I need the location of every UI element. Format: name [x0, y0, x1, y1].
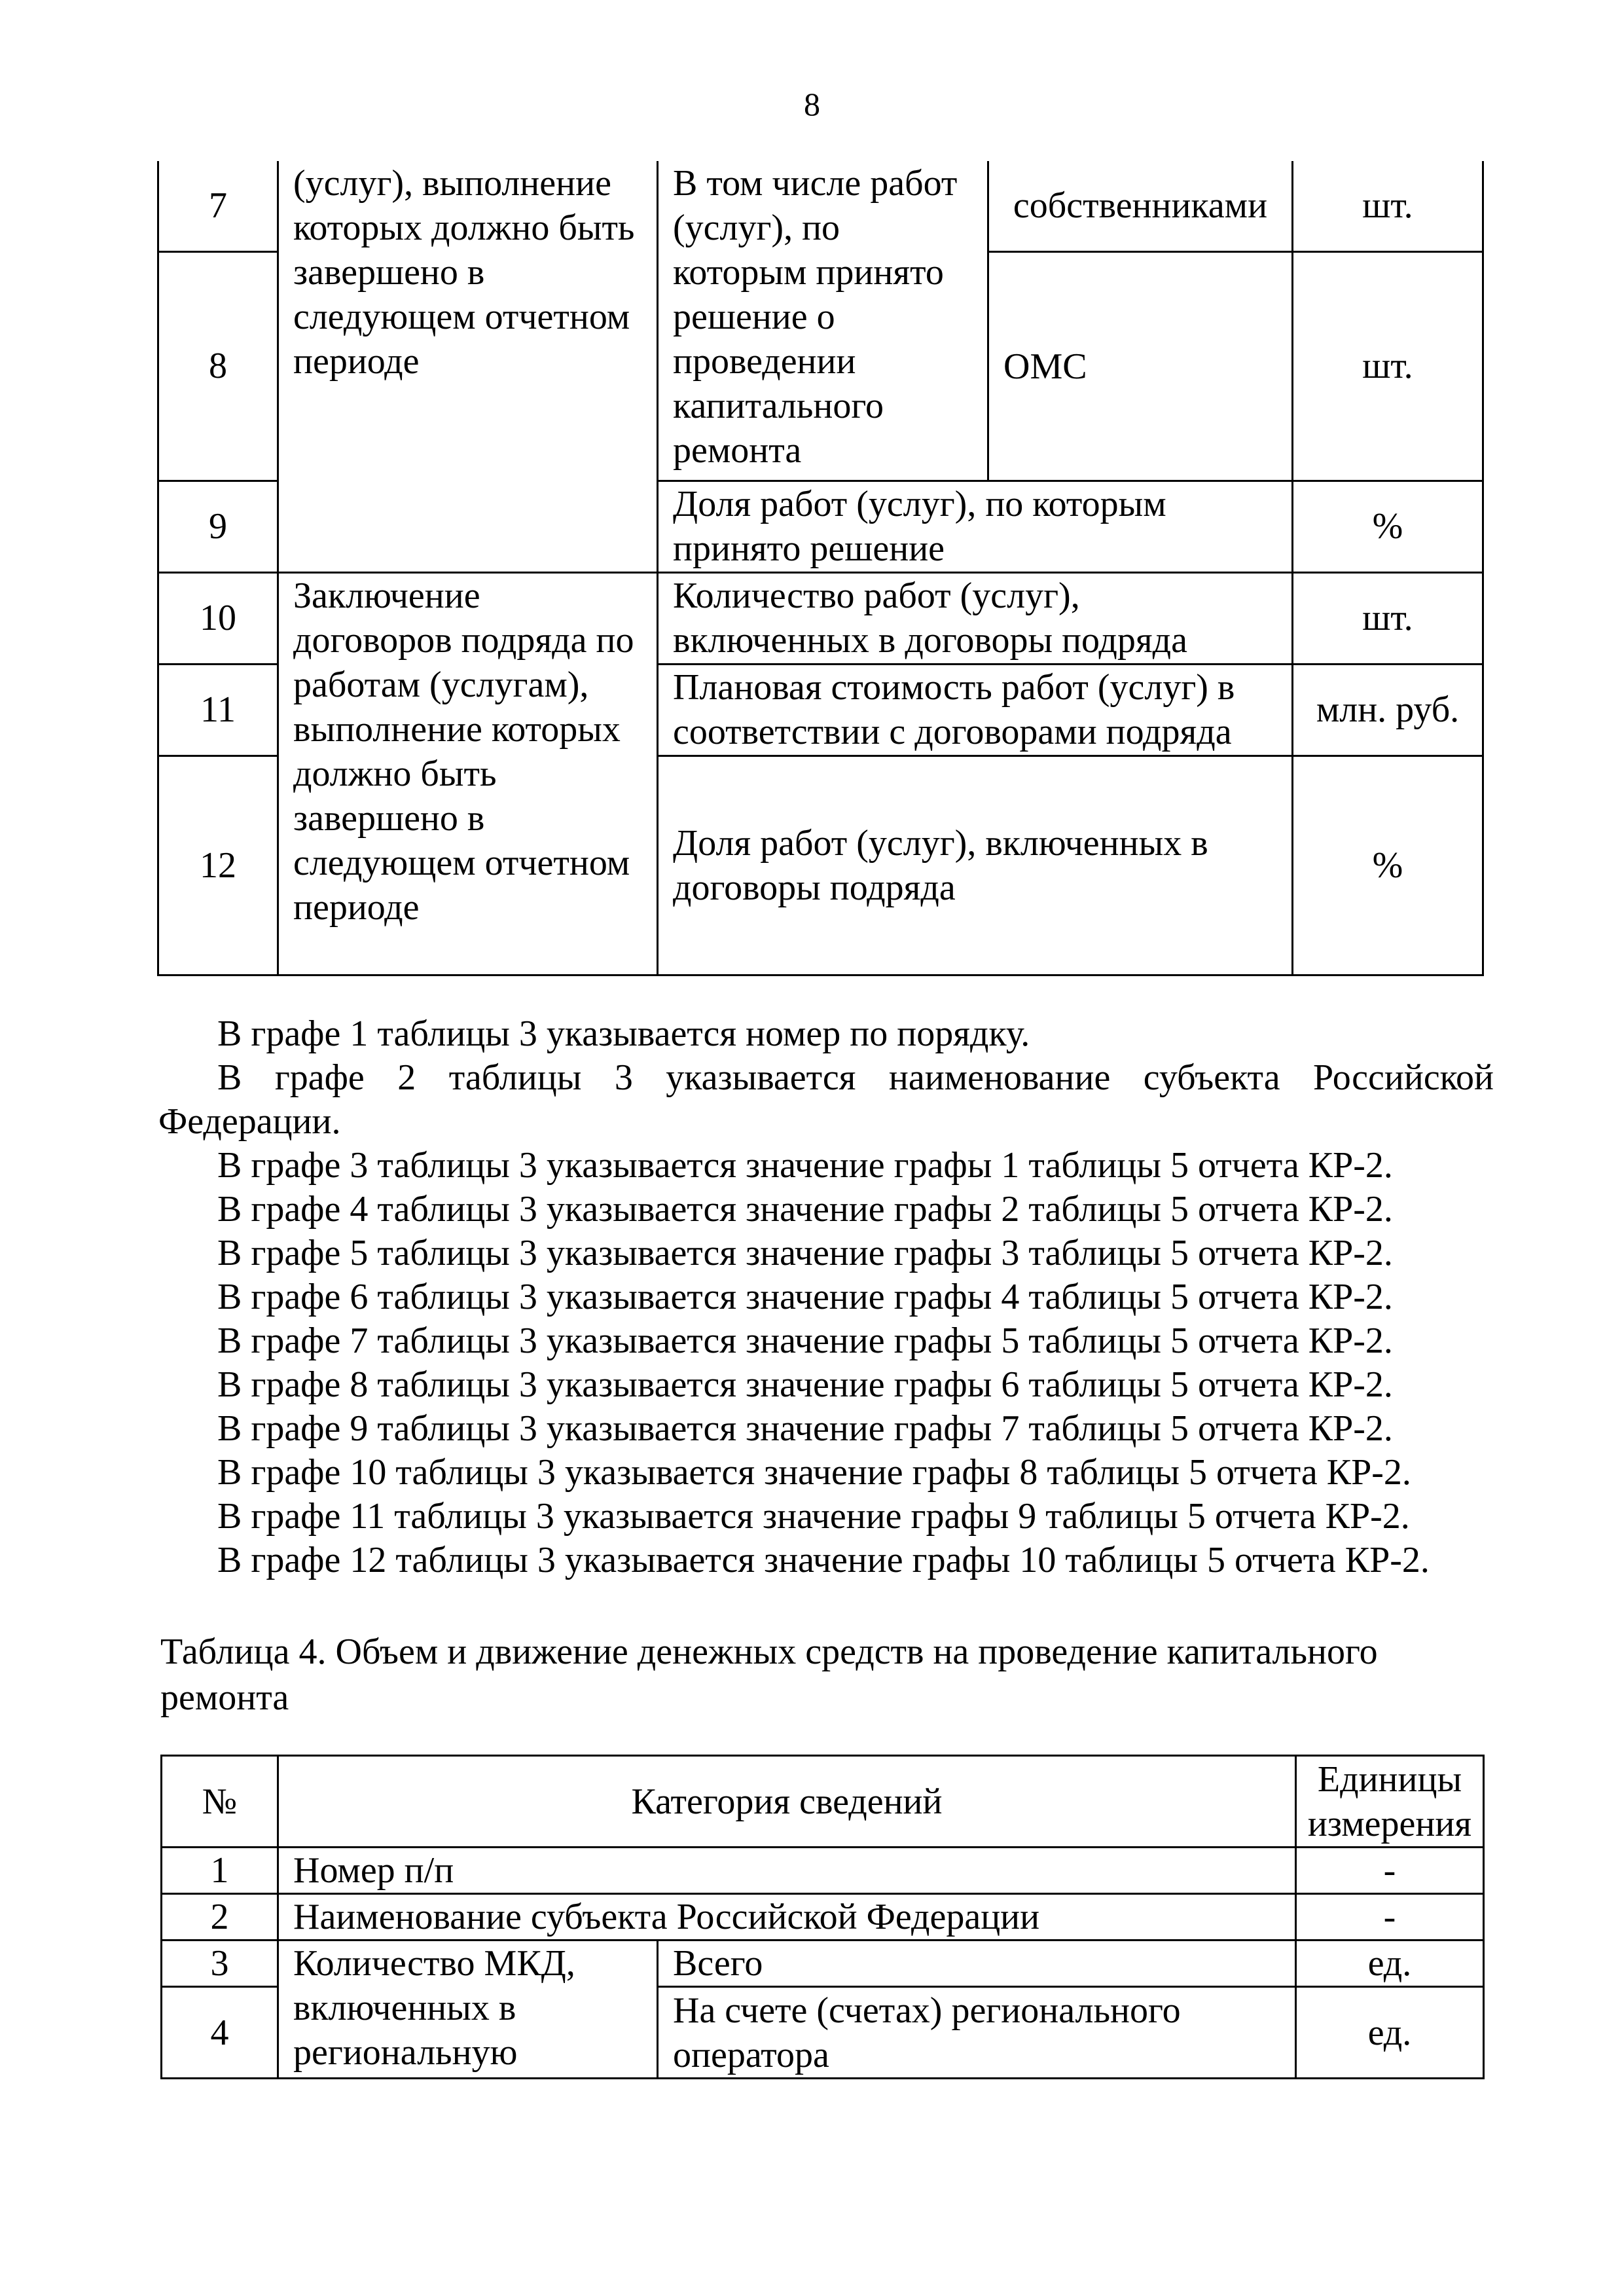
unit-cell: шт. [1293, 572, 1483, 664]
header-number: № [162, 1756, 278, 1848]
description-cell: Наименование субъекта Российской Федерации [278, 1894, 1296, 1941]
paragraph: В графе 1 таблицы 3 указывается номер по порядку. [217, 1013, 1030, 1054]
description-cell: Доля работ (услуг), включенных в договоры подряда [658, 756, 1293, 975]
paragraph: В графе 9 таблицы 3 указывается значение графы 7 таблицы 5 отчета КР-2. [217, 1408, 1393, 1449]
description-cell: Количество работ (услуг), включенных в договоры подряда [658, 572, 1293, 664]
unit-cell: - [1296, 1848, 1484, 1894]
unit-cell: % [1293, 756, 1483, 975]
page-number: 8 [804, 86, 820, 122]
oms-cell: ОМС [988, 251, 1293, 481]
table-row [162, 1941, 1484, 1987]
description-cell: Номер п/п [278, 1848, 1296, 1894]
unit-cell: шт. [1293, 251, 1483, 481]
header-category: Категория сведений [278, 1756, 1296, 1848]
unit-cell: ед. [1296, 1987, 1484, 2079]
contract-group-cell: Заключение договоров подряда по работам (услугам), выполнение которых должно быть завершено в следующем отчетном периоде [278, 572, 658, 975]
paragraph: В графе 12 таблицы 3 указывается значение графы 10 таблицы 5 отчета КР-2. [217, 1540, 1430, 1580]
paragraph: В графе 3 таблицы 3 указывается значение графы 1 таблицы 5 отчета КР-2. [217, 1145, 1393, 1186]
paragraph: В графе 2 таблицы 3 указывается наименование субъекта Российской [217, 1057, 1494, 1098]
paragraph: В графе 7 таблицы 3 указывается значение графы 5 таблицы 5 отчета КР-2. [217, 1321, 1393, 1361]
unit-cell: - [1296, 1894, 1484, 1941]
table-row [162, 1894, 1484, 1941]
description-cell: На счете (счетах) регионального оператора [658, 1987, 1296, 2079]
paragraph: В графе 6 таблицы 3 указывается значение графы 4 таблицы 5 отчета КР-2. [217, 1277, 1393, 1317]
row-number: 9 [158, 481, 278, 572]
owners-cell: собственниками [988, 161, 1293, 251]
row-number: 1 [162, 1848, 278, 1894]
table-3-instructions [158, 1012, 1494, 1582]
table-header-row [162, 1756, 1484, 1848]
paragraph: В графе 11 таблицы 3 указывается значение графы 9 таблицы 5 отчета КР-2. [217, 1496, 1410, 1537]
row-number: 10 [158, 572, 278, 664]
row-number: 3 [162, 1941, 278, 1987]
mkd-group-cell: Количество МКД, включенных в региональную [278, 1941, 658, 2079]
table-row [162, 1848, 1484, 1894]
work-group-cell: (услуг), выполнение которых должно быть завершено в следующем отчетном периоде [278, 161, 658, 572]
row-number: 8 [158, 251, 278, 481]
unit-cell: % [1293, 481, 1483, 572]
row-number: 12 [158, 756, 278, 975]
table-4 [160, 1755, 1485, 2079]
paragraph: В графе 5 таблицы 3 указывается значение графы 3 таблицы 5 отчета КР-2. [217, 1233, 1393, 1273]
row-number: 2 [162, 1894, 278, 1941]
description-cell: Плановая стоимость работ (услуг) в соответствии с договорами подряда [658, 664, 1293, 756]
unit-cell: шт. [1293, 161, 1483, 251]
paragraph: В графе 4 таблицы 3 указывается значение графы 2 таблицы 5 отчета КР-2. [217, 1189, 1393, 1230]
paragraph: В графе 8 таблицы 3 указывается значение графы 6 таблицы 5 отчета КР-2. [217, 1364, 1393, 1405]
row-number: 7 [158, 161, 278, 251]
description-cell: Всего [658, 1941, 1296, 1987]
table-row [158, 161, 1483, 251]
unit-cell: ед. [1296, 1941, 1484, 1987]
table-row [158, 572, 1483, 664]
row-number: 4 [162, 1987, 278, 2079]
description-cell: Доля работ (услуг), по которым принято решение [658, 481, 1293, 572]
row-number: 11 [158, 664, 278, 756]
table-3-continuation [157, 161, 1484, 976]
header-unit: Единицы измерения [1296, 1756, 1484, 1848]
paragraph: В графе 10 таблицы 3 указывается значение графы 8 таблицы 5 отчета КР-2. [217, 1452, 1411, 1493]
decision-subgroup-cell: В том числе работ (услуг), по которым принято решение о проведении капитального ремонта [658, 161, 988, 481]
paragraph: Федерации. [158, 1101, 341, 1142]
table-4-caption: Таблица 4. Объем и движение денежных средств на проведение капитального ремонта [160, 1631, 1378, 1718]
unit-cell: млн. руб. [1293, 664, 1483, 756]
